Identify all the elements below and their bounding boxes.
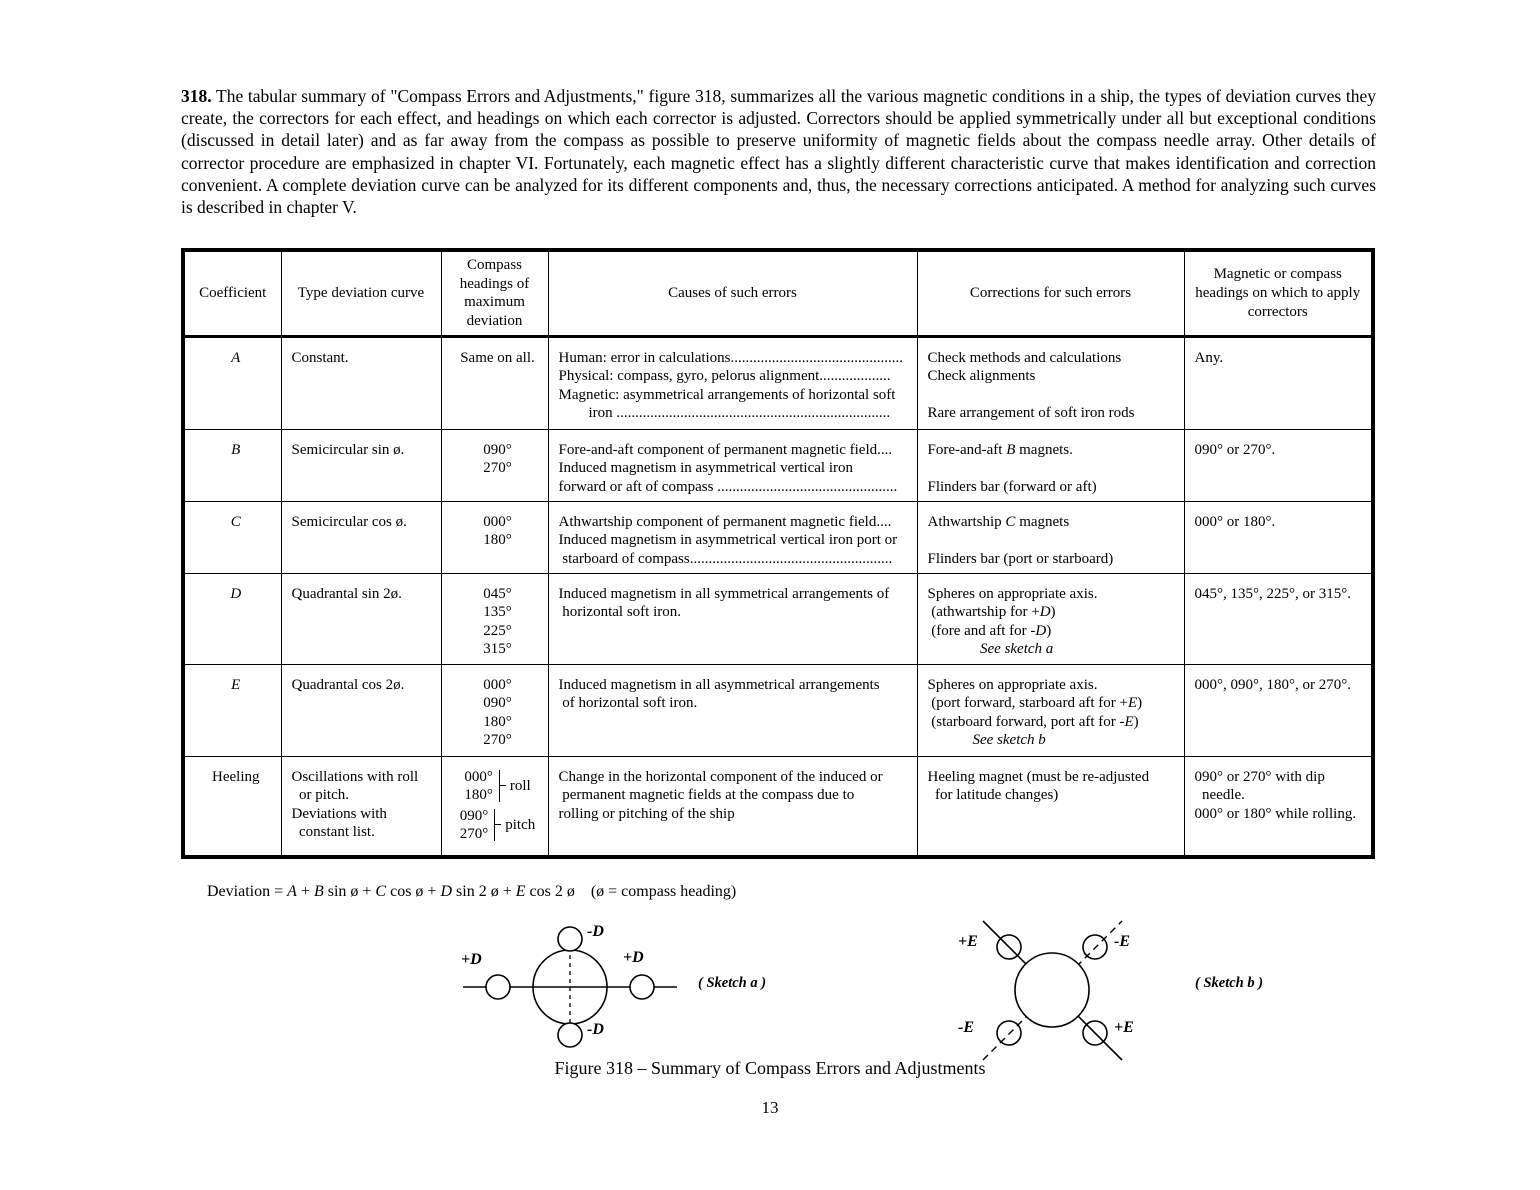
header-corrections: Corrections for such errors	[917, 250, 1184, 336]
type-cell: Constant.	[281, 336, 441, 429]
type-cell: Quadrantal cos 2ø.	[281, 664, 441, 756]
apply-cell: 090° or 270°.	[1184, 429, 1373, 501]
apply-cell: Any.	[1184, 336, 1373, 429]
sketch-b	[950, 913, 1270, 1063]
paragraph-number: 318.	[181, 85, 212, 106]
type-cell: Oscillations with roll or pitch. Deviations with constant list.	[281, 756, 441, 857]
minus-d-top-label: -D	[587, 923, 604, 940]
type-cell: Semicircular cos ø.	[281, 501, 441, 573]
corrections-cell: Spheres on appropriate axis. (athwartship for +D) (fore and aft for -D) See sketch a	[917, 573, 1184, 664]
header-causes: Causes of such errors	[548, 250, 917, 336]
plus-d-left-label: +D	[461, 951, 482, 968]
headings-cell: 045° 135° 225° 315°	[441, 573, 548, 664]
figure-caption: Figure 318 – Summary of Compass Errors and Adjustments	[554, 1058, 986, 1078]
causes-cell: Change in the horizontal component of the induced or permanent magnetic fields at the compass due to rolling or pitching of the ship	[548, 756, 917, 857]
table-row-heeling	[183, 756, 1373, 857]
sketches-band	[0, 905, 1540, 1060]
causes-cell: Athwartship component of permanent magnetic field.... Induced magnetism in asymmetrical vertical iron port or starboard of compass......................................................	[548, 501, 917, 573]
header-coefficient: Coefficient	[183, 250, 281, 336]
corrections-cell: Fore-and-aft B magnets. Flinders bar (forward or aft)	[917, 429, 1184, 501]
causes-cell: Fore-and-aft component of permanent magnetic field.... Induced magnetism in asymmetrical vertical iron forward or aft of compass ................................................	[548, 429, 917, 501]
roll-headings-group	[452, 768, 544, 805]
type-cell: Semicircular sin ø.	[281, 429, 441, 501]
apply-cell: 000° or 180°.	[1184, 501, 1373, 573]
coefficient-cell: Heeling	[183, 756, 281, 857]
causes-cell: Human: error in calculations.............................................. Physical: compass, gyro, pelorus alignment................... Magnetic: asymmetrical arrangements of horizontal soft iron .........................................................................	[548, 336, 917, 429]
header-compass-headings: Compass headings of maximum deviation	[441, 250, 548, 336]
header-type-deviation-curve: Type deviation curve	[281, 250, 441, 336]
bracket-icon	[490, 809, 495, 841]
table-row-b	[183, 429, 1373, 501]
apply-cell: 090° or 270° with dip needle. 000° or 180° while rolling.	[1184, 756, 1373, 857]
coefficient-cell: B	[183, 429, 281, 501]
headings-cell-heeling	[441, 756, 548, 857]
intro-paragraph	[181, 85, 1376, 219]
apply-cell: 045°, 135°, 225°, or 315°.	[1184, 573, 1373, 664]
coefficient-cell: A	[183, 336, 281, 429]
corrections-cell: Athwartship C magnets Flinders bar (port or starboard)	[917, 501, 1184, 573]
roll-degrees: 000° 180°	[464, 768, 493, 804]
minus-e-bottom-left-label: -E	[958, 1019, 974, 1036]
roll-label: roll	[509, 777, 531, 794]
pitch-label: pitch	[505, 816, 536, 833]
coefficient-cell: C	[183, 501, 281, 573]
type-cell: Quadrantal sin 2ø.	[281, 573, 441, 664]
corrections-cell: Spheres on appropriate axis. (port forward, starboard aft for +E) (starboard forward, port aft for -E) See sketch b	[917, 664, 1184, 756]
pitch-headings-group	[452, 807, 544, 844]
headings-cell: 000° 180°	[441, 501, 548, 573]
headings-cell: 090° 270°	[441, 429, 548, 501]
headings-cell: Same on all.	[441, 336, 548, 429]
minus-e-top-right-label: -E	[1114, 933, 1130, 950]
plus-e-bottom-right-label: +E	[1114, 1019, 1134, 1036]
page-number: 13	[761, 1098, 779, 1117]
deviation-formula: Deviation = A + B sin ø + C cos ø + D sin 2 ø + E cos 2 ø (ø = compass heading)	[207, 883, 737, 900]
sketch-a-caption: ( Sketch a )	[698, 975, 767, 991]
table-row-d	[183, 573, 1373, 664]
causes-cell: Induced magnetism in all asymmetrical arrangements of horizontal soft iron.	[548, 664, 917, 756]
table-row-e	[183, 664, 1373, 756]
sketch-b-caption: ( Sketch b )	[1195, 975, 1264, 991]
causes-cell: Induced magnetism in all symmetrical arrangements of horizontal soft iron.	[548, 573, 917, 664]
plus-e-top-left-label: +E	[958, 933, 978, 950]
corrections-cell: Heeling magnet (must be re-adjusted for latitude changes)	[917, 756, 1184, 857]
sketch-b-diagram	[950, 913, 1165, 1063]
compass-errors-table	[181, 248, 1375, 859]
headings-cell: 000° 090° 180° 270°	[441, 664, 548, 756]
minus-d-bottom-label: -D	[587, 1021, 604, 1038]
table-header-row	[183, 250, 1373, 336]
sketch-a-diagram	[455, 913, 685, 1058]
paragraph-text: The tabular summary of "Compass Errors and Adjustments," figure 318, summarizes all the various magnetic conditions in a ship, the types of deviation curves they create, the correctors for each effect, and headings on which each corrector is adjusted. Correctors should be applied symmetrically under all but exceptional conditions (discussed in detail later) and as far away from the compass as possible to preserve uniformity of magnetic fields about the compass needle array. Other details of corrector procedure are emphasized in chapter VI. Fortunately, each magnetic effect has a slightly different characteristic curve that makes identification and correction convenient. A complete deviation curve can be analyzed for its different components and, thus, the necessary corrections anticipated. A method for analyzing such curves is described in chapter V.	[181, 85, 1376, 218]
corrections-cell: Check methods and calculations Check alignments Rare arrangement of soft iron rods	[917, 336, 1184, 429]
coefficient-cell: D	[183, 573, 281, 664]
header-apply-headings: Magnetic or compass headings on which to apply correctors	[1184, 250, 1373, 336]
apply-cell: 000°, 090°, 180°, or 270°.	[1184, 664, 1373, 756]
pitch-degrees: 090° 270°	[459, 807, 489, 843]
coefficient-cell: E	[183, 664, 281, 756]
plus-d-right-label: +D	[623, 949, 644, 966]
bracket-icon	[495, 770, 500, 802]
table-row-a	[183, 336, 1373, 429]
table-row-c	[183, 501, 1373, 573]
sketch-a	[455, 913, 785, 1058]
